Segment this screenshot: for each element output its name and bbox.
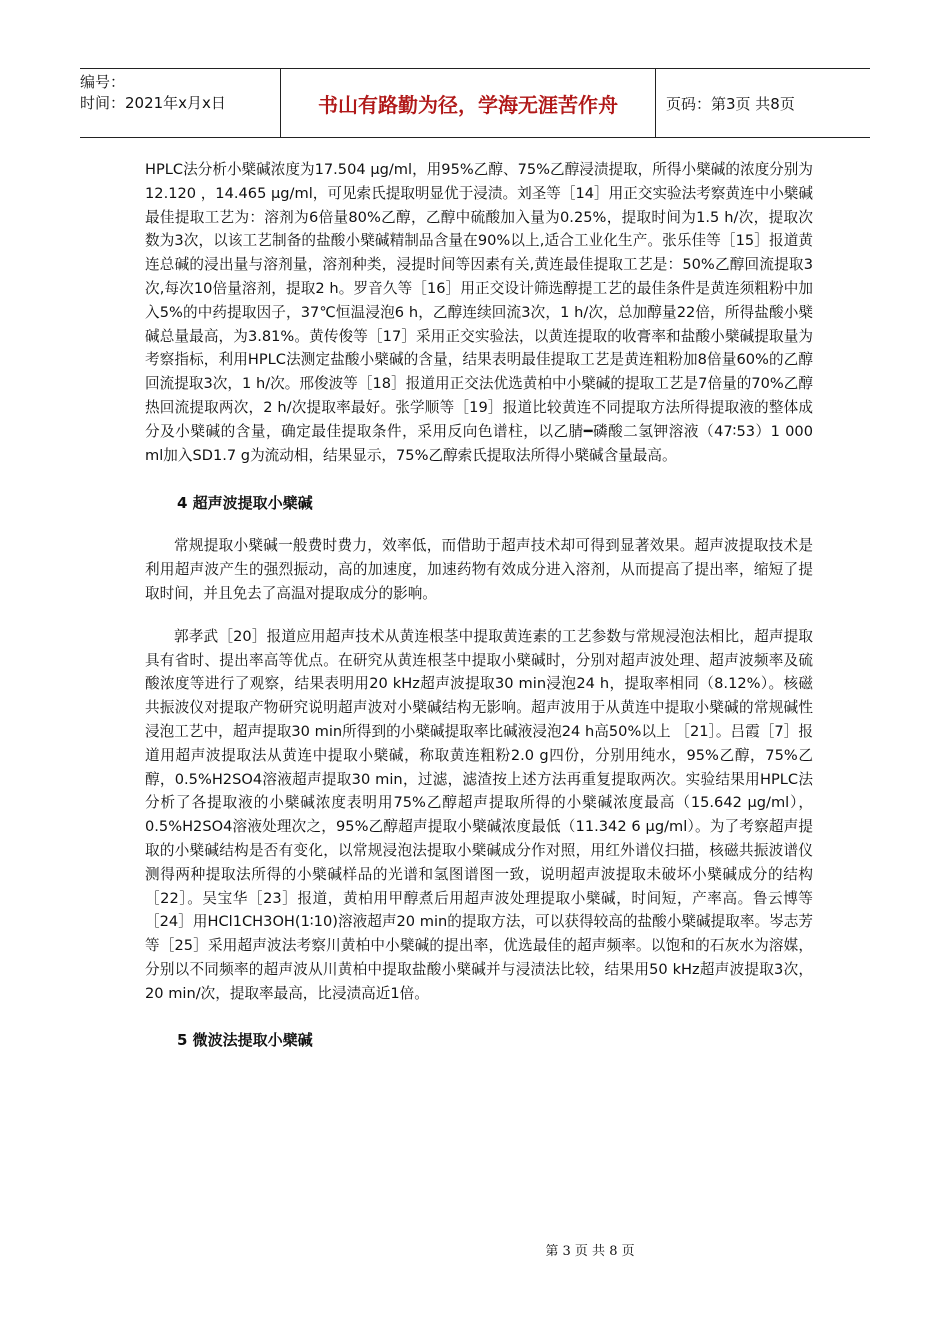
document-body — [145, 158, 813, 1052]
document-date-label: 时间：2021年x月x日 — [80, 94, 226, 112]
section-heading-ultrasonic: 4 超声波提取小檗碱 — [177, 494, 313, 513]
page-footer: 第 3 页 共 8 页 — [545, 1244, 635, 1259]
paragraph-ultrasonic-intro: 常规提取小檗碱一般费时费力，效率低，而借助于超声技术却可得到显著效果。超声波提取技术是利用超声波产生的强烈振动，高的加速度，加速药物有效成分进入溶剂，从而提高了提出率，缩短了提取时间，并且免去了高温对提取成分的影响。 — [145, 537, 813, 602]
header-motto: 书山有路勤为径，学海无涯苦作舟 — [280, 69, 656, 137]
section-heading-microwave: 5 微波法提取小檗碱 — [177, 1030, 313, 1049]
header-left — [80, 69, 280, 137]
paragraph-ultrasonic-studies: 郭孝武［20］报道应用超声技术从黄连根茎中提取黄连素的工艺参数与常规浸泡法相比，超声提取具有省时、提出率高等优点。在研究从黄连根茎中提取小檗碱时，分别对超声波处理、超声波频率及硫酸浓度等进行了观察，结果表明用20 kHz超声波提取30 min浸泡24 h，提取率相同（8.12%）。核磁共振波仪对提取产物研究说明超声波对小檗碱结构无影响。超声波用于从黄连中提取小檗碱的常规碱性浸泡工艺中，超声提取30 min所得到的小檗碱提取率比碱液浸泡24 h高50%以上 ［21］。吕霞［7］报道用超声波提取法从黄连中提取小檗碱，称取黄连粗粉2.0 g四份，分别用纯水，95%乙醇，75%乙醇，0.5%H2SO4溶液超声提取30 min，过滤，滤渣按上述方法再重复提取两次。实验结果用HPLC法分析了各提取液的小檗碱浓度表明用75%乙醇超声提取所得的小檗碱浓度最高（15.642 μg/ml），0.5%H2SO4溶液处理次之，95%乙醇超声提取小檗碱浓度最低（11.342 6 μg/ml）。为了考察超声提取的小檗碱结构是否有变化，以常规浸泡法提取小檗碱成分作对照，用红外谱仪扫描，核磁共振波谱仪测得两种提取法所得的小檗碱样品的光谱和氢图谱图一致，说明超声波提取未破坏小檗碱成分的结构［22］。吴宝华［23］报道，黄柏用甲醇煮后用超声波处理提取小檗碱，时间短，产率高。鲁云博等［24］用HCl1CH3OH(1∶10)溶液超声20 min的提取方法，可以获得较高的盐酸小檗碱提取率。岑志芳等［25］采用超声波法考察川黄柏中小檗碱的提出率，优选最佳的超声频率。以饱和的石灰水为溶媒，分别以不同频率的超声波从川黄柏中提取盐酸小檗碱并与浸渍法比较，结果用50 kHz超声波提取3次，20 min/次，提取率最高，比浸渍高近1倍。 — [145, 627, 813, 1002]
paragraph-extraction-orthogonal: HPLC法分析小檗碱浓度为17.504 μg/ml，用95%乙醇、75%乙醇浸渍提取，所得小檗碱的浓度分别为12.120 ，14.465 μg/ml，可见索氏提取明显优于浸渍。刘圣等［14］用正交实验法考察黄连中小檗碱最佳提取工艺为：溶剂为6倍量80%乙醇，乙醇中硫酸加入量为0.25%，提取时间为1.5 h/次，提取次数为3次，以该工艺制备的盐酸小檗碱精制品含量在90%以上,适合工业化生产。张乐佳等［15］报道黄连总碱的浸出量与溶剂量，溶剂种类，浸提时间等因素有关,黄连最佳提取工艺是：50%乙醇回流提取3次,每次10倍量溶剂，提取2 h。罗音久等［16］用正交设计筛选醇提工艺的最佳条件是黄连须粗粉中加入5%的中药提取因子，37℃恒温浸泡6 h，乙醇连续回流3次，1 h/次，总加醇量22倍，所得盐酸小檗碱总量最高，为3.81%。黄传俊等［17］采用正交实验法，以黄连提取的收膏率和盐酸小檗碱提取量为考察指标，利用HPLC法测定盐酸小檗碱的含量，结果表明最佳提取工艺是黄连粗粉加8倍量60%的乙醇回流提取3次，1 h/次。邢俊波等［18］报道用正交法优选黄柏中小檗碱的提取工艺是7倍量的70%乙醇热回流提取两次，2 h/次提取率最好。张学顺等［19］报道比较黄连不同提取方法所得提取液的整体成分及小檗碱的含量，确定最佳提取条件，采用反向色谱柱，以乙腈━磷酸二氢钾溶液（47∶53）1 000 ml加入SD1.7 g为流动相，结果显示，75%乙醇索氏提取法所得小檗碱含量最高。 — [145, 161, 813, 464]
header-page-info: 页码：第3页 共8页 — [666, 94, 795, 113]
document-number-label: 编号： — [80, 73, 126, 91]
page-header — [80, 68, 870, 138]
